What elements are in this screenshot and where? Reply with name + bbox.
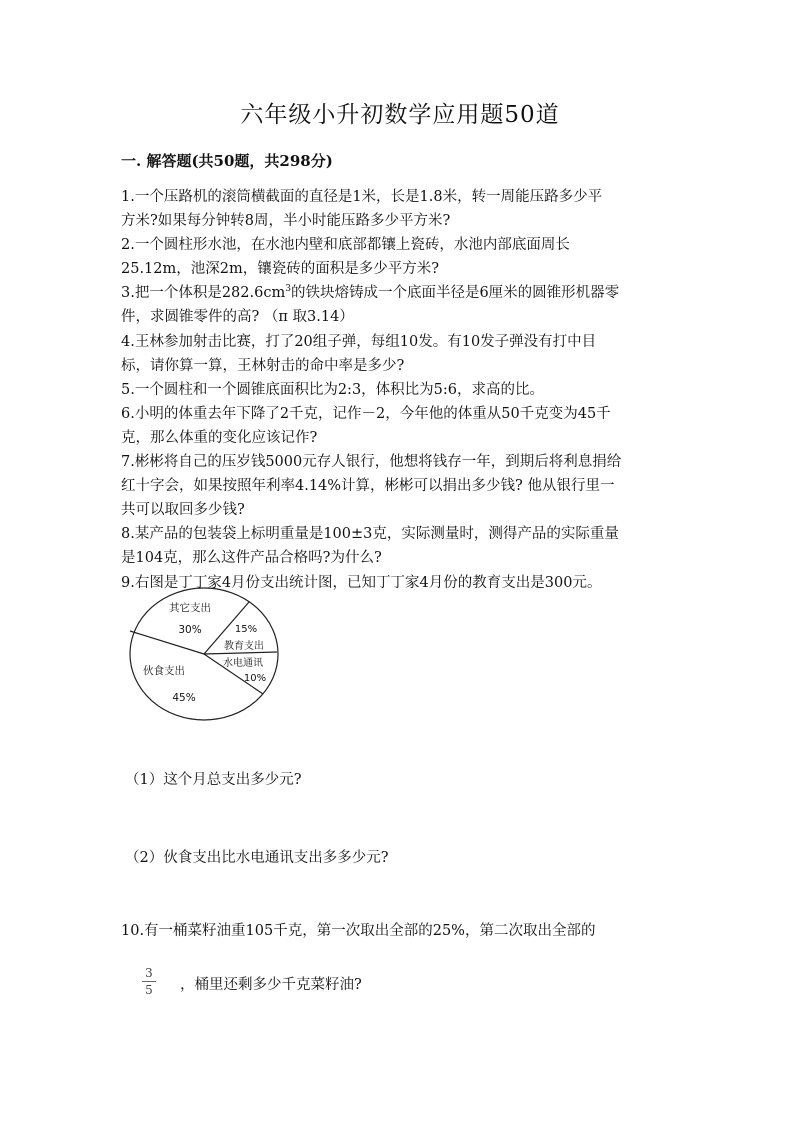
q3-text-a: 3.把一个体积是282.6cm (121, 285, 286, 302)
q9-line1: 9.右图是丁丁家4月份支出统计图，已知丁丁家4月份的教育支出是300元。 (121, 574, 602, 591)
q3-text-b: 的铁块熔铸成一个底面半径是6厘米的圆锥形机器零 (290, 285, 620, 302)
sub-question-1: （1）这个月总支出多少元? (125, 772, 302, 788)
section-heading: 一. 解答题(共50题，共298分) (121, 152, 333, 170)
page-title: 六年级小升初数学应用题50道 (240, 102, 560, 128)
q7-line3: 共可以取回多少钱? (121, 502, 245, 519)
fraction-three-fifths (142, 966, 156, 997)
slice-label-education: 教育支出 (224, 641, 264, 652)
fraction-denominator: 5 (145, 983, 153, 997)
slice-label-food: 伙食支出 (143, 665, 185, 677)
q8-line2: 是104克，那么这件产品合格吗?为什么? (121, 550, 382, 567)
slice-value-education: 15% (234, 624, 258, 635)
q3-line2: 件，求圆锥零件的高? （π 取3.14） (121, 309, 354, 326)
sub-question-2: （2）伙食支出比水电通讯支出多多少元? (125, 850, 389, 866)
fraction-numerator: 3 (145, 966, 153, 980)
q5-line1: 5.一个圆柱和一个圆锥底面积比为2:3，体积比为5:6，求高的比。 (121, 381, 545, 398)
q3-line1 (121, 281, 681, 305)
q7-line2: 红十字会，如果按照年利率4.14%计算，彬彬可以捐出多少钱? 他从银行里一 (121, 478, 615, 495)
q6-line1: 6.小明的体重去年下降了2千克，记作－2，今年他的体重从50千克变为45千 (121, 405, 611, 422)
q10-line1: 10.有一桶菜籽油重105千克，第一次取出全部的25%，第二次取出全部的 (121, 923, 596, 939)
slice-label-other: 其它支出 (169, 602, 211, 614)
question-list (121, 185, 681, 595)
q8-line1: 8.某产品的包装袋上标明重量是100±3克，实际测量时，测得产品的实际重量 (121, 526, 619, 543)
q1-line1: 1.一个压路机的滚筒横截面的直径是1米，长是1.8米，转一周能压路多少平 (121, 189, 603, 205)
q7-line1: 7.彬彬将自己的压岁钱5000元存人银行，他想将钱存一年，到期后将利息捐给 (121, 454, 622, 471)
slice-value-other: 30% (178, 624, 202, 636)
q2-line2: 25.12m，池深2m，镶瓷砖的面积是多少平方米? (121, 261, 440, 278)
expense-pie-chart (128, 586, 280, 722)
q10-line2: ，桶里还剩多少千克菜籽油? (180, 977, 362, 993)
superscript-3: 3 (285, 284, 291, 295)
q2-line1: 2.一个圆柱形水池，在水池内壁和底部都镶上瓷砖，水池内部底面周长 (121, 237, 570, 254)
q4-line2: 标，请你算一算，王林射击的命中率是多少? (121, 357, 405, 374)
divider-education-utilities (204, 652, 277, 654)
q4-line1: 4.王林参加射击比赛，打了20组子弹，每组10发。有10发子弹没有打中目 (121, 333, 597, 350)
pie-svg (128, 586, 280, 722)
q6-line2: 克，那么体重的变化应该记作? (121, 429, 318, 446)
q1-line2: 方米?如果每分钟转8周，半小时能压路多少平方米? (121, 213, 451, 230)
slice-value-utilities: 10% (243, 673, 267, 684)
fraction-bar (142, 981, 156, 982)
slice-label-utilities: 水电通讯 (223, 658, 263, 669)
slice-value-food: 45% (172, 692, 196, 704)
